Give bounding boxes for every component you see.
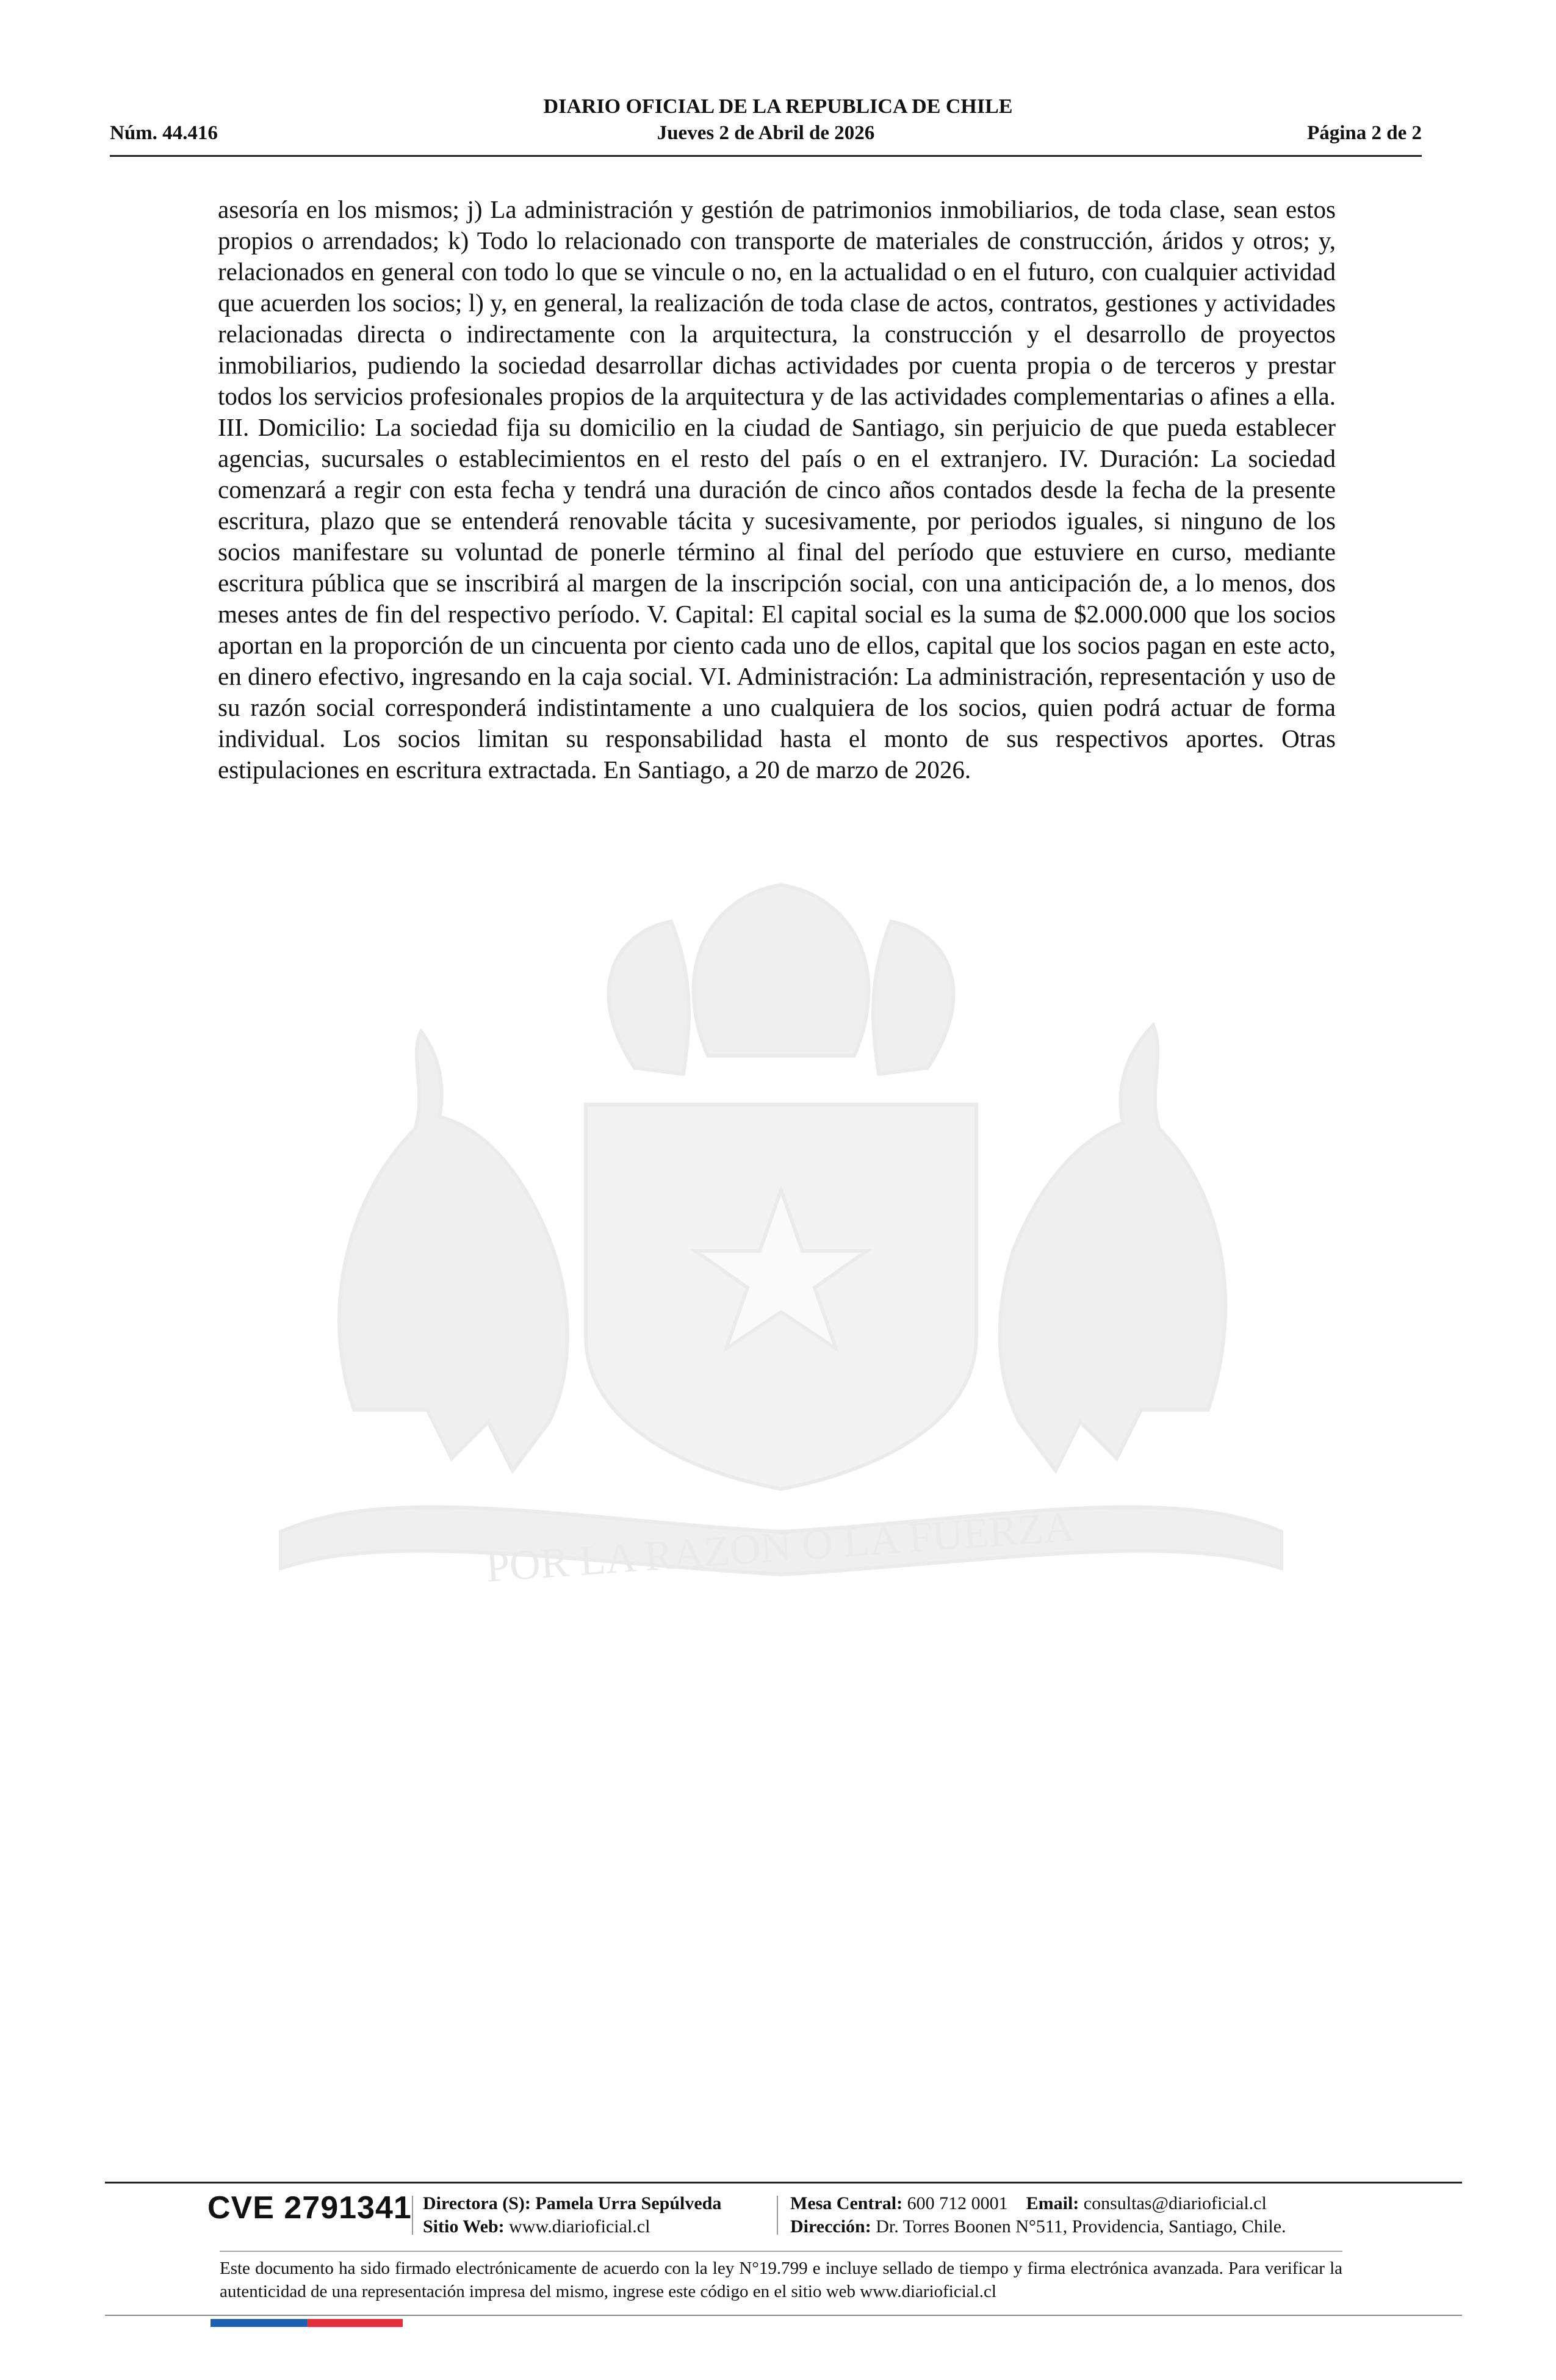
crest-motto: POR LA RAZON O LA FUERZA xyxy=(484,1503,1076,1592)
footer-separator xyxy=(412,2196,413,2235)
address-value: Dr. Torres Boonen N°511, Providencia, Santiago, Chile. xyxy=(876,2216,1286,2237)
director-label: Directora (S): xyxy=(423,2193,531,2213)
legal-notice: Este documento ha sido firmado electrónicamente de acuerdo con la ley N°19.799 e incluye sellado de tiempo y firma electrónica avanzada. Para verificar la autenticidad de una representación impresa del mismo, ingrese este código en el sitio web www.diarioficial.cl xyxy=(220,2259,1342,2301)
header-divider xyxy=(110,155,1422,157)
director-name: Pamela Urra Sepúlveda xyxy=(535,2193,722,2213)
flag-stripe-red xyxy=(307,2319,403,2327)
phone-value: 600 712 0001 xyxy=(907,2193,1008,2213)
footer-divider-bottom xyxy=(105,2315,1462,2316)
email-value[interactable]: consultas@diarioficial.cl xyxy=(1083,2193,1267,2213)
page-indicator: Página 2 de 2 xyxy=(1307,122,1422,144)
issue-number: Núm. 44.416 xyxy=(110,122,218,144)
footer-separator xyxy=(777,2196,778,2235)
header-info-row xyxy=(110,122,1422,149)
footer-divider-middle xyxy=(220,2251,1342,2252)
web-value[interactable]: www.diarioficial.cl xyxy=(509,2216,650,2237)
contact-block xyxy=(790,2192,1286,2238)
coat-of-arms-watermark xyxy=(207,873,1355,1678)
body-paragraph: asesoría en los mismos; j) La administración y gestión de patrimonios inmobiliarios, de toda clase, sean estos propios o arrendados; k) Todo lo relacionado con transporte de materiales de construcción, áridos y otros; y, relacionados en general con todo lo que se vincule o no, en la actualidad o en el futuro, con cualquier actividad que acuerden los socios; l) y, en general, la realización de toda clase de actos, contratos, gestiones y actividades relacionadas directa o indirectamente con la arquitectura, la construcción y el desarrollo de proyectos inmobiliarios, pudiendo la sociedad desarrollar dichas actividades por cuenta propia o de terceros y prestar todos los servicios profesionales propios de la arquitectura y de las actividades complementarias o afines a ella. III. Domicilio: La sociedad fija su domicilio en la ciudad de Santiago, sin perjuicio de que pueda establecer agencias, sucursales o establecimientos en el resto del país o en el extranjero. IV. Duración: La sociedad comenzará a regir con esta fecha y tendrá una duración de cinco años contados desde la fecha de la presente escritura, plazo que se entenderá renovable tácita y sucesivamente, por periodos iguales, si ninguno de los socios manifestare su voluntad de ponerle término al final del período que estuviere en curso, mediante escritura pública que se inscribirá al margen de la inscripción social, con una anticipación de, a lo menos, dos meses antes de fin del respectivo período. V. Capital: El capital social es la suma de $2.000.000 que los socios aportan en la proporción de un cincuenta por ciento cada uno de ellos, capital que los socios pagan en este acto, en dinero efectivo, ingresando en la caja social. VI. Administración: La administración, representación y uso de su razón social corresponderá indistintamente a uno cualquiera de los socios, quien podrá actuar de forma individual. Los socios limitan su responsabilidad hasta el monto de sus respectivos aportes. Otras estipulaciones en escritura extractada. En Santiago, a 20 de marzo de 2026. xyxy=(218,195,1336,784)
issue-date: Jueves 2 de Abril de 2026 xyxy=(657,122,875,144)
flag-stripe-blue xyxy=(211,2319,307,2327)
phone-label: Mesa Central: xyxy=(790,2193,903,2213)
address-label: Dirección: xyxy=(790,2216,871,2237)
footer-divider-top xyxy=(105,2182,1462,2183)
director-block xyxy=(423,2192,721,2238)
web-label: Sitio Web: xyxy=(423,2216,505,2237)
cve-code: CVE 2791341 xyxy=(207,2190,412,2226)
email-label: Email: xyxy=(1026,2193,1079,2213)
gazette-title: DIARIO OFICIAL DE LA REPUBLICA DE CHILE xyxy=(543,95,1013,118)
